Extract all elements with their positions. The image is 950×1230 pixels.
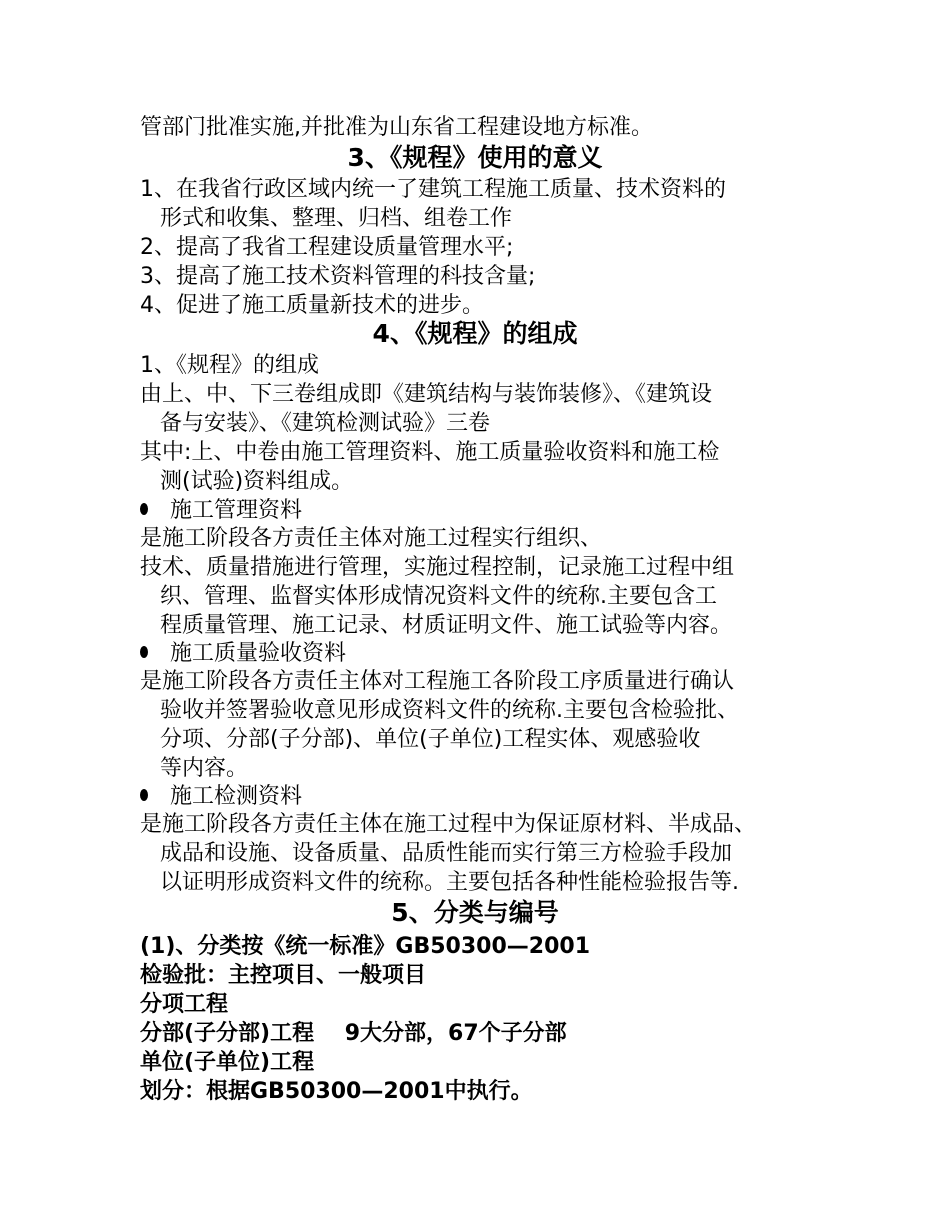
text-line-continued: 成品和设施、设备质量、品质性能而实行第三方检验手段加 [160,841,733,866]
bullet-label: 施工管理资料 [170,498,303,523]
bullet-label: 施工质量验收资料 [170,641,347,666]
list-item-continued: 形式和收集、整理、归档、组卷工作 [160,206,513,231]
bullet-label: 施工检测资料 [170,784,303,809]
bullet-icon [140,503,148,515]
section-heading-3: 3、《规程》使用的意义 [347,143,603,172]
text-line-continued: 分项、分部(子分部)、单位(子单位)工程实体、观感验收 [160,727,701,752]
list-item: 3、提高了施工技术资料管理的科技含量; [140,264,536,289]
bullet-item [140,640,346,668]
text-line: 检验批：主控项目、一般项目 [140,963,427,988]
text-line-continued: 等内容。 [160,756,249,781]
text-line: 技术、质量措施进行管理，实施过程控制，记录施工过程中组 [140,555,735,580]
list-item: 1、在我省行政区域内统一了建筑工程施工质量、技术资料的 [140,177,726,202]
text-line: 其中:上、中卷由施工管理资料、施工质量验收资料和施工检 [140,440,720,465]
text-line: 管部门批准实施,并批准为山东省工程建设地方标准。 [140,115,653,140]
text-line-continued: 验收并签署验收意见形成资料文件的统称.主要包含检验批、 [160,698,739,723]
bullet-item [140,497,302,525]
text-line: 是施工阶段各方责任主体对施工过程实行组织、 [140,526,603,551]
bullet-icon [140,789,148,801]
list-item: 2、提高了我省工程建设质量管理水平; [140,235,514,260]
text-line-continued: 织、管理、监督实体形成情况资料文件的统称.主要包含工 [160,584,717,609]
text-line: 由上、中、下三卷组成即《建筑结构与装饰装修》、《建筑设 [140,382,713,407]
list-item: 4、促进了施工质量新技术的进步。 [140,293,484,318]
section-heading-4: 4、《规程》的组成 [372,319,578,348]
bullet-item [140,783,302,811]
text-line: 是施工阶段各方责任主体对工程施工各阶段工序质量进行确认 [140,669,735,694]
text-line: 划分：根据GB50300—2001中执行。 [140,1079,533,1104]
text-line: 是施工阶段各方责任主体在施工过程中为保证原材料、半成品、 [140,812,757,837]
text-line-continued: 以证明形成资料文件的统称。主要包括各种性能检验报告等. [160,870,739,895]
text-line: (1)、分类按《统一标准》GB50300—2001 [140,934,591,959]
text-line-continued: 测(试验)资料组成。 [160,469,354,494]
section-heading-5: 5、分类与编号 [391,898,559,927]
text-line-continued: 程质量管理、施工记录、材质证明文件、施工试验等内容。 [160,613,733,638]
bullet-icon [140,646,148,658]
list-item: 1、《规程》的组成 [140,353,319,378]
text-line: 分部(子分部)工程 9大分部，67个子分部 [140,1021,567,1046]
text-line: 分项工程 [140,992,229,1017]
text-line-continued: 备与安装》、《建筑检测试验》三卷 [160,411,491,436]
text-line: 单位(子单位)工程 [140,1050,315,1075]
